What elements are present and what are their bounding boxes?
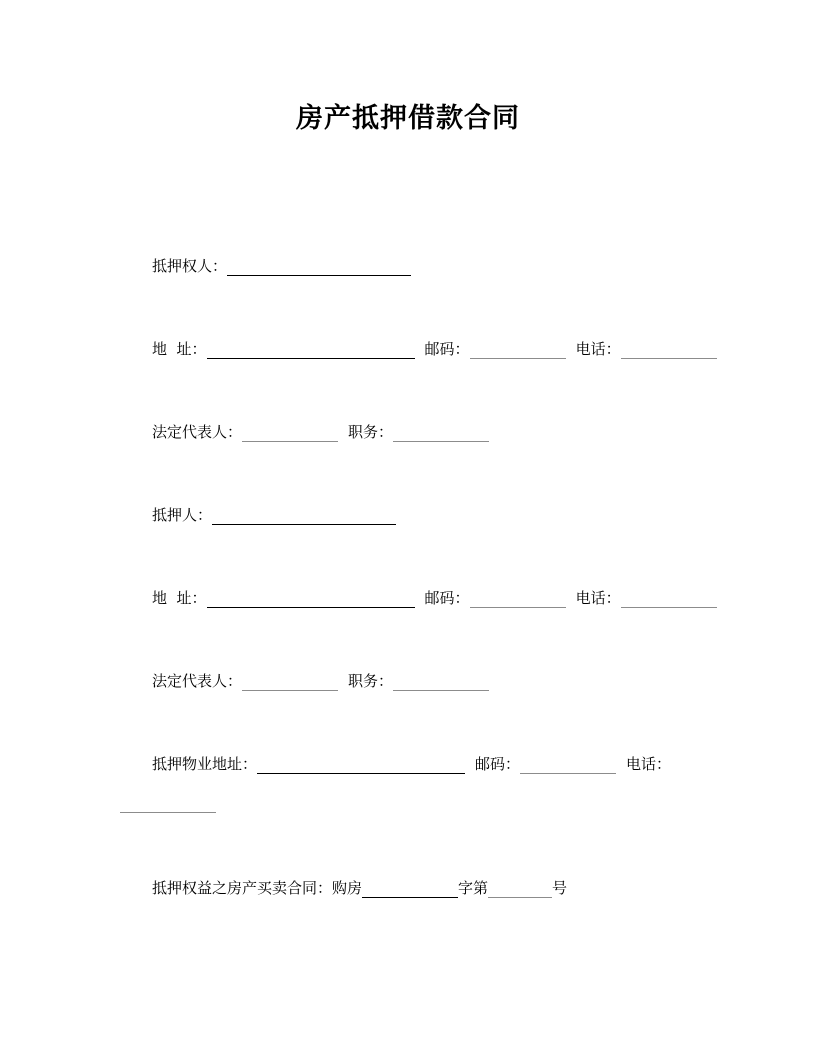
mortgagee-name-row: [152, 254, 411, 276]
mortgagor-position-field[interactable]: [393, 672, 489, 691]
mortgagor-phone-label: 电话：: [575, 589, 621, 607]
mortgagee-position-label: 职务：: [348, 423, 394, 441]
purchase-contract-prefix-field[interactable]: [362, 879, 458, 898]
mortgagor-legal-rep-label: 法定代表人：: [152, 672, 243, 690]
property-address-field[interactable]: [257, 755, 465, 774]
mortgagor-name-row: [152, 503, 396, 525]
document-title: 房产抵押借款合同: [296, 103, 520, 134]
mortgagor-postcode-field[interactable]: [470, 589, 566, 608]
mortgagee-address-row: [152, 337, 717, 359]
mortgagee-phone-label: 电话：: [575, 340, 621, 358]
purchase-contract-middle: 字第: [458, 879, 489, 897]
mortgagor-label: 抵押人：: [152, 506, 213, 524]
mortgagor-position-label: 职务：: [348, 672, 394, 690]
mortgagee-legal-rep-label: 法定代表人：: [152, 423, 243, 441]
mortgagee-postcode-label: 邮码：: [424, 340, 470, 358]
property-phone-field[interactable]: [120, 800, 216, 813]
mortgagee-position-field[interactable]: [393, 423, 489, 442]
mortgagor-legal-rep-field[interactable]: [242, 672, 338, 691]
mortgagee-postcode-field[interactable]: [470, 340, 566, 359]
property-postcode-field[interactable]: [520, 755, 616, 774]
property-postcode-label: 邮码：: [475, 755, 521, 773]
mortgagor-name-field[interactable]: [212, 506, 396, 525]
mortgagor-address-label: 地 址：: [152, 589, 207, 607]
purchase-contract-label: 抵押权益之房产买卖合同：购房: [152, 879, 363, 897]
purchase-contract-row: [152, 876, 567, 898]
property-phone-label: 电话：: [626, 755, 672, 773]
mortgagee-address-field[interactable]: [207, 340, 415, 359]
property-address-label: 抵押物业地址：: [152, 755, 258, 773]
purchase-contract-suffix: 号: [552, 879, 568, 897]
mortgagee-legal-rep-field[interactable]: [242, 423, 338, 442]
mortgagor-address-row: [152, 586, 717, 608]
mortgagor-legal-rep-row: [152, 669, 489, 691]
mortgagee-label: 抵押权人：: [152, 257, 228, 275]
mortgagee-address-label: 地 址：: [152, 340, 207, 358]
mortgagee-phone-field[interactable]: [621, 340, 717, 359]
mortgagee-legal-rep-row: [152, 420, 489, 442]
mortgagor-address-field[interactable]: [207, 589, 415, 608]
purchase-contract-number-field[interactable]: [488, 879, 552, 898]
mortgagor-phone-field[interactable]: [621, 589, 717, 608]
mortgagee-name-field[interactable]: [227, 257, 411, 276]
mortgagor-postcode-label: 邮码：: [424, 589, 470, 607]
property-address-row: [152, 752, 671, 774]
